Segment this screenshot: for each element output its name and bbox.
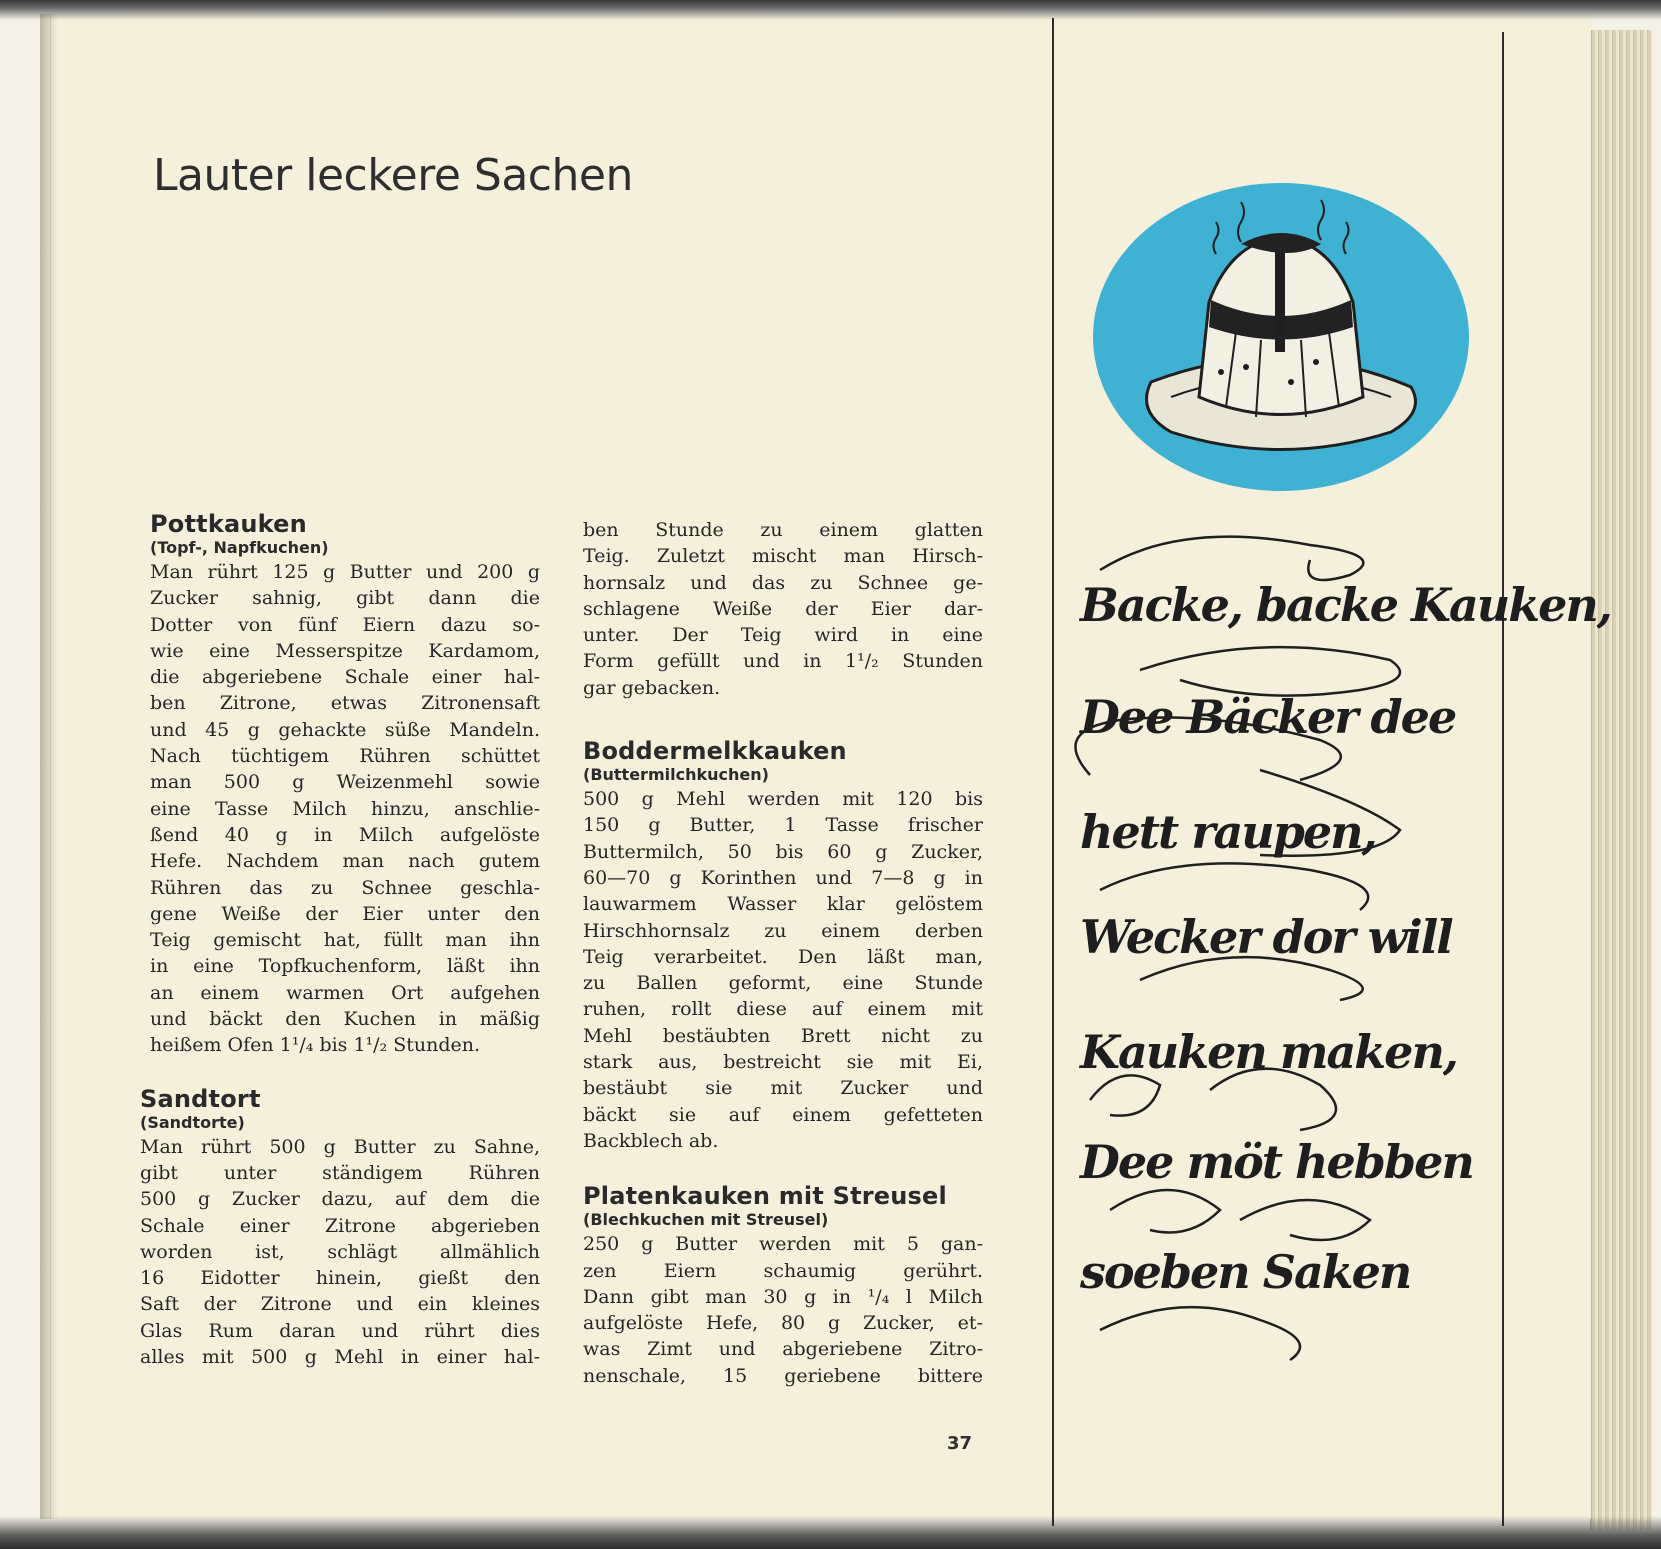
text-line: Hirschhornsalz zu einem derben (583, 919, 983, 942)
text-line: Dotter von fünf Eiern dazu so- (150, 613, 540, 636)
text-line: eine Tasse Milch hinzu, anschlie- (150, 797, 540, 820)
recipe-title: Boddermelkkauken (583, 737, 847, 766)
text-line: Mehl bestäubten Brett nicht zu (583, 1024, 983, 1047)
page-title: Lauter leckere Sachen (153, 150, 633, 201)
recipe-title: Platenkauken mit Streusel (583, 1182, 947, 1211)
text-line: gibt unter ständigem Rühren (140, 1161, 540, 1184)
text-line: stark aus, bestreicht sie mit Ei, (583, 1051, 983, 1074)
text-line: Rühren das zu Schnee geschla- (150, 876, 540, 899)
text-line: Man rührt 125 g Butter und 200 g (150, 561, 540, 583)
verse-line-5: Kauken maken, (1080, 1025, 1457, 1079)
verse-line-6: Dee möt hebben (1080, 1135, 1473, 1189)
text-line: heißem Ofen 1¹/₄ bis 1¹/₂ Stunden. (150, 1034, 481, 1057)
text-line: ßend 40 g in Milch aufgelöste (150, 823, 540, 846)
verse-line-2: Dee Bäcker dee (1080, 690, 1456, 744)
text-line: in eine Topfkuchenform, läßt ihn (150, 955, 540, 978)
recipe-body (140, 1134, 540, 1371)
text-line: zen Eiern schaumig gerührt. (583, 1259, 983, 1282)
text-line: ben Zitrone, etwas Zitronensaft (150, 692, 540, 715)
verse-line-4: Wecker dor will (1080, 910, 1452, 964)
text-line: Backblech ab. (583, 1129, 719, 1152)
text-line: worden ist, schlägt allmählich (140, 1240, 540, 1263)
recipe-title: Pottkauken (150, 510, 307, 538)
column-divider-left (1052, 18, 1054, 1526)
verse-line-1: Backe, backe Kauken, (1080, 578, 1611, 632)
recipe-body (583, 1231, 983, 1389)
recipe-title: Sandtort (140, 1084, 261, 1113)
text-line: Buttermilch, 50 bis 60 g Zucker, (583, 840, 983, 863)
text-line: und 45 g gehackte süße Mandeln. (150, 718, 540, 741)
recipe-sandtort (140, 1085, 540, 1371)
text-line: Glas Rum daran und rührt dies (140, 1319, 540, 1342)
text-line: Dann gibt man 30 g in ¹/₄ l Milch (583, 1285, 983, 1308)
top-shadow (0, 0, 1661, 20)
text-line: 500 g Zucker dazu, auf dem die (140, 1188, 540, 1211)
recipe-platenkauken (583, 1182, 983, 1389)
text-line: ben Stunde zu einem glatten (583, 519, 983, 541)
recipe-pottkauken (140, 510, 540, 1059)
page-number: 37 (947, 1433, 973, 1454)
text-line: hornsalz und das zu Schnee ge- (583, 571, 983, 594)
text-line: Hefe. Nachdem man nach gutem (150, 850, 540, 873)
verse-block (1060, 530, 1611, 1390)
text-line: Teig verarbeitet. Den läßt man, (583, 945, 983, 968)
text-line: wie eine Messerspitze Kardamom, (150, 639, 540, 662)
recipe-subtitle: (Sandtorte) (140, 1112, 245, 1132)
bottom-shadow (0, 1516, 1661, 1549)
column-divider-right (1502, 32, 1504, 1526)
text-line: schlagene Weiße der Eier dar- (583, 597, 983, 620)
text-line: unter. Der Teig wird in eine (583, 624, 983, 647)
text-line: gene Weiße der Eier unter den (150, 902, 540, 925)
bundt-cake-illustration (1091, 182, 1471, 493)
recipe-subtitle: (Topf-, Napfkuchen) (150, 538, 329, 557)
text-line: 16 Eidotter hinein, gießt den (140, 1267, 540, 1290)
text-line: alles mit 500 g Mehl in einer hal- (140, 1346, 540, 1369)
text-line: Schale einer Zitrone abgerieben (140, 1214, 540, 1237)
text-line: man 500 g Weizenmehl sowie (150, 771, 540, 794)
text-line: lauwarmem Wasser klar gelöstem (583, 893, 983, 916)
text-line: bäckt sie auf einem gefetteten (583, 1103, 983, 1126)
recipe-subtitle: (Blechkuchen mit Streusel) (583, 1210, 829, 1230)
text-line: 500 g Mehl werden mit 120 bis (583, 788, 983, 811)
recipe-column-left (140, 510, 540, 1370)
text-line: Nach tüchtigem Rühren schüttet (150, 745, 540, 768)
text-line: zu Ballen geformt, eine Stunde (583, 972, 983, 995)
recipe-boddermelkkauken (583, 737, 983, 1154)
text-line: und bäckt den Kuchen in mäßig (150, 1008, 540, 1031)
text-line: gar gebacken. (583, 676, 721, 699)
text-line: 60—70 g Korinthen und 7—8 g in (583, 866, 983, 889)
text-line: an einem warmen Ort aufgehen (150, 981, 540, 1004)
text-line: 150 g Butter, 1 Tasse frischer (583, 814, 983, 837)
verse-line-7: soeben Saken (1080, 1245, 1411, 1299)
text-line: was Zimt und abgeriebene Zitro- (583, 1338, 983, 1361)
page-edges (1590, 30, 1652, 1530)
text-line: Form gefüllt und in 1¹/₂ Stunden (583, 650, 983, 673)
text-line: ruhen, rollt diese auf einem mit (583, 998, 983, 1021)
recipe-body-continued (583, 517, 983, 701)
text-line: Zucker sahnig, gibt dann die (150, 587, 540, 610)
recipe-body (583, 786, 983, 1154)
text-line: Man rührt 500 g Butter zu Sahne, (140, 1135, 540, 1158)
verse-line-3: hett raupen, (1080, 805, 1376, 859)
text-line: aufgelöste Hefe, 80 g Zucker, et- (583, 1312, 983, 1335)
recipe-column-right (583, 517, 983, 1389)
recipe-subtitle: (Buttermilchkuchen) (583, 765, 769, 785)
recipe-body (150, 559, 540, 1059)
text-line: nenschale, 15 geriebene bittere (583, 1364, 983, 1387)
text-line: 250 g Butter werden mit 5 gan- (583, 1233, 983, 1256)
text-line: Saft der Zitrone und ein kleines (140, 1293, 540, 1316)
spine-shadow (40, 14, 58, 1519)
text-line: die abgeriebene Schale einer hal- (150, 666, 540, 689)
text-line: bestäubt sie mit Zucker und (583, 1077, 983, 1100)
text-line: Teig gemischt hat, füllt man ihn (150, 929, 540, 952)
text-line: Teig. Zuletzt mischt man Hirsch- (583, 545, 983, 568)
